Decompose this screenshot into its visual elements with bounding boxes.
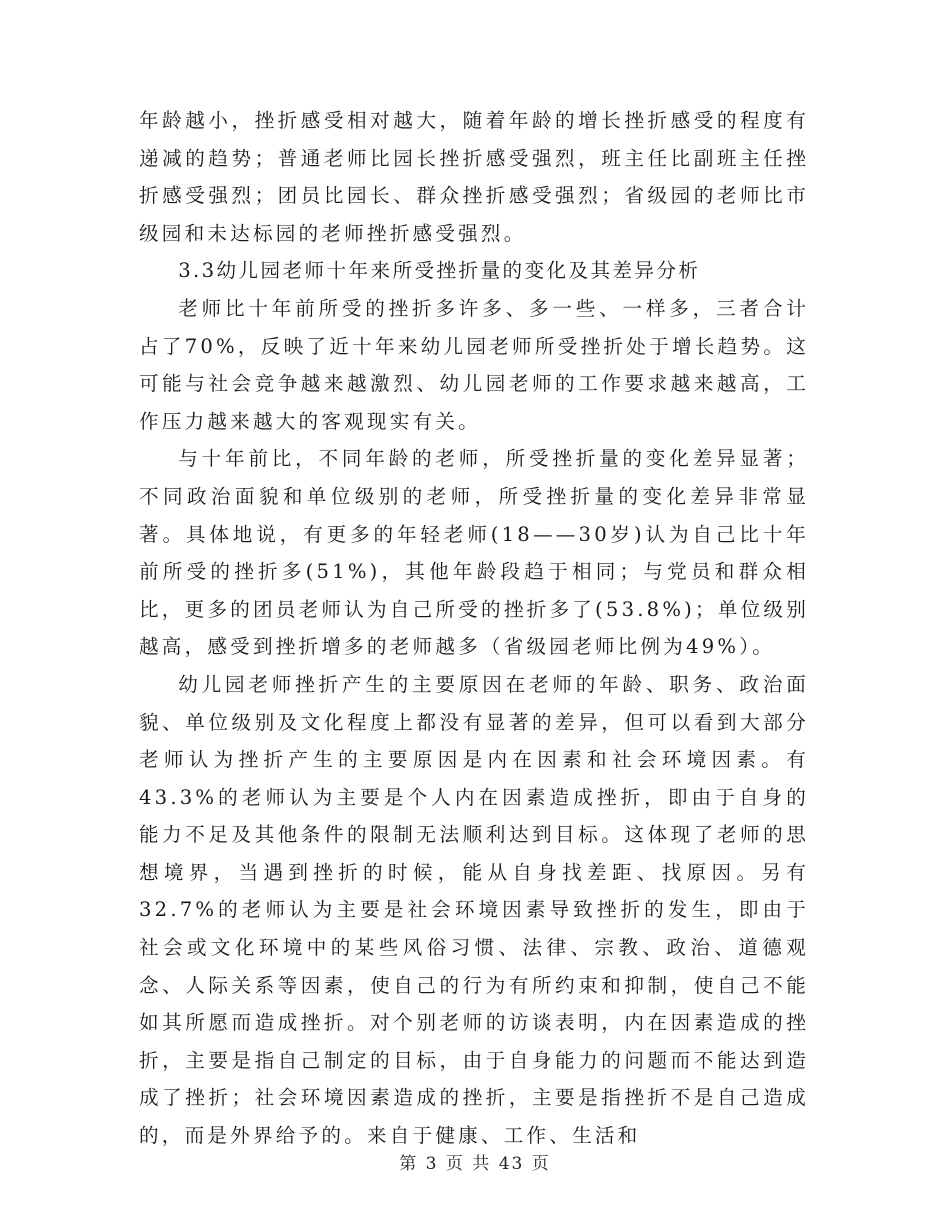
paragraph-continuation: 年龄越小，挫折感受相对越大，随着年龄的增长挫折感受的程度有递减的趋势；普通老师比园长挫折感受强烈，班主任比副班主任挫折感受强烈；团员比园长、群众挫折感受强烈；省级园的老师比市级园和未达标园的老师挫折感受强烈。 xyxy=(139,109,809,245)
paragraph-causes: 幼儿园老师挫折产生的主要原因在老师的年龄、职务、政治面貌、单位级别及文化程度上都没有显著的差异，但可以看到大部分老师认为挫折产生的主要原因是内在因素和社会环境因素。有43.3%的老师认为主要是个人内在因素造成挫折，即由于自身的能力不足及其他条件的限制无法顺利达到目标。这体现了老师的思想境界，当遇到挫折的时候，能从自身找差距、找原因。另有32.7%的老师认为主要是社会环境因素导致挫折的发生，即由于社会或文化环境中的某些风俗习惯、法律、宗教、政治、道德观念、人际关系等因素，使自己的行为有所约束和抑制，使自己不能如其所愿而造成挫折。对个别老师的访谈表明，内在因素造成的挫折，主要是指自己制定的目标，由于自身能力的问题而不能达到造成了挫折；社会环境因素造成的挫折，主要是指挫折不是自己造成的，而是外界给予的。来自于健康、工作、生活和 xyxy=(139,672,809,1148)
page-footer: 第 3 页 共 43 页 xyxy=(399,1154,551,1174)
section-heading: 3.3幼儿园老师十年来所受挫折量的变化及其差异分析 xyxy=(178,259,701,283)
paragraph-trend: 老师比十年前所受的挫折多许多、多一些、一样多，三者合计占了70%，反映了近十年来幼儿园老师所受挫折处于增长趋势。这可能与社会竞争越来越激烈、幼儿园老师的工作要求越来越高，工作压力越来越大的客观现实有关。 xyxy=(139,296,809,433)
paragraph-differences: 与十年前比，不同年龄的老师，所受挫折量的变化差异显著；不同政治面貌和单位级别的老师，所受挫折量的变化差异非常显著。具体地说，有更多的年轻老师(18——30岁)认为自己比十年前所受的挫折多(51%)，其他年龄段趋于相同；与党员和群众相比，更多的团员老师认为自己所受的挫折多了(53.8%)；单位级别越高，感受到挫折增多的老师越多（省级园老师比例为49%）。 xyxy=(139,447,809,659)
document-body xyxy=(139,102,809,1155)
